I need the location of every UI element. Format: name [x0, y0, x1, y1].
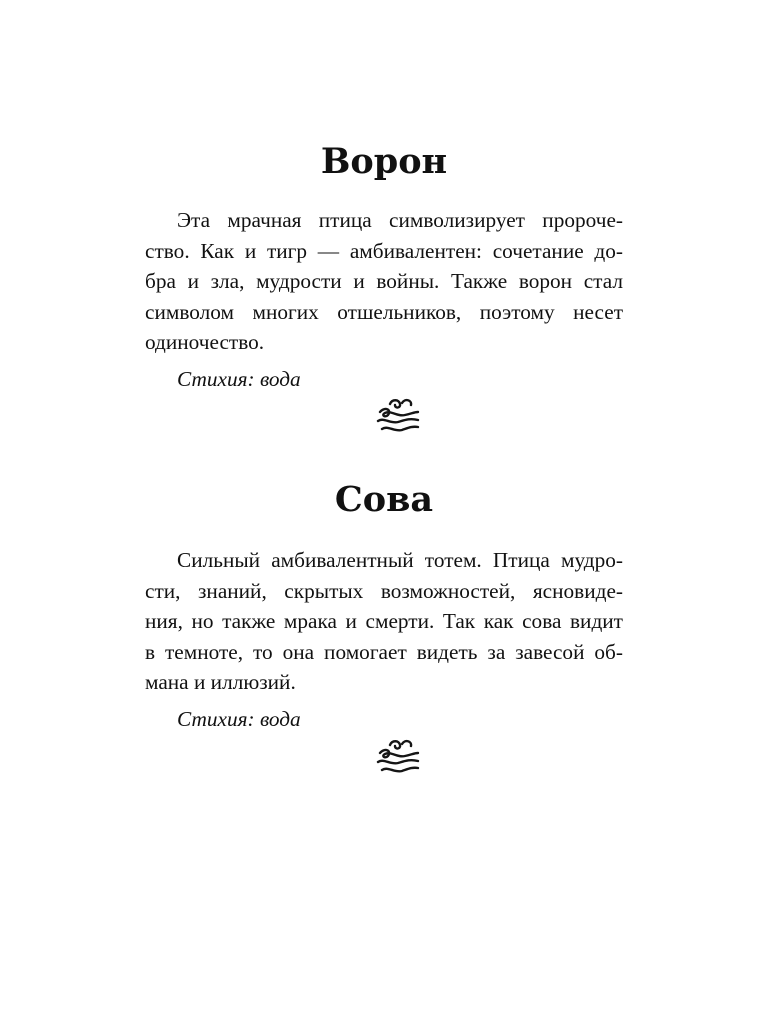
- element-label: Стихия: вода: [177, 706, 301, 731]
- paragraph-line: ство. Как и тигр — амбивалентен: сочетание до-: [145, 238, 623, 263]
- paragraph-line: символом многих отшельников, поэтому несет: [145, 299, 623, 324]
- section-title: Сова: [334, 479, 434, 520]
- paragraph-line: Сильный амбивалентный тотем. Птица мудро-: [177, 548, 623, 572]
- paragraph-line: в темноте, то она помогает видеть за завесой об-: [145, 639, 623, 664]
- paragraph-line: одиночество.: [145, 330, 265, 355]
- water-waves-icon: [372, 394, 424, 438]
- water-waves-icon: [372, 735, 424, 779]
- paragraph-line: мана и иллюзий.: [145, 670, 296, 695]
- section-body: [145, 545, 623, 734]
- section-body: [145, 205, 623, 394]
- paragraph-line: сти, знаний, скрытых возможностей, ясновиде-: [145, 578, 623, 603]
- paragraph-line: Эта мрачная птица символизирует пророче-: [177, 208, 623, 232]
- section-title: Ворон: [320, 141, 448, 182]
- paragraph-line: ния, но также мрака и смерти. Так как сова видит: [145, 609, 623, 634]
- paragraph-line: бра и зла, мудрости и войны. Также ворон стал: [145, 269, 623, 294]
- element-label: Стихия: вода: [177, 366, 301, 391]
